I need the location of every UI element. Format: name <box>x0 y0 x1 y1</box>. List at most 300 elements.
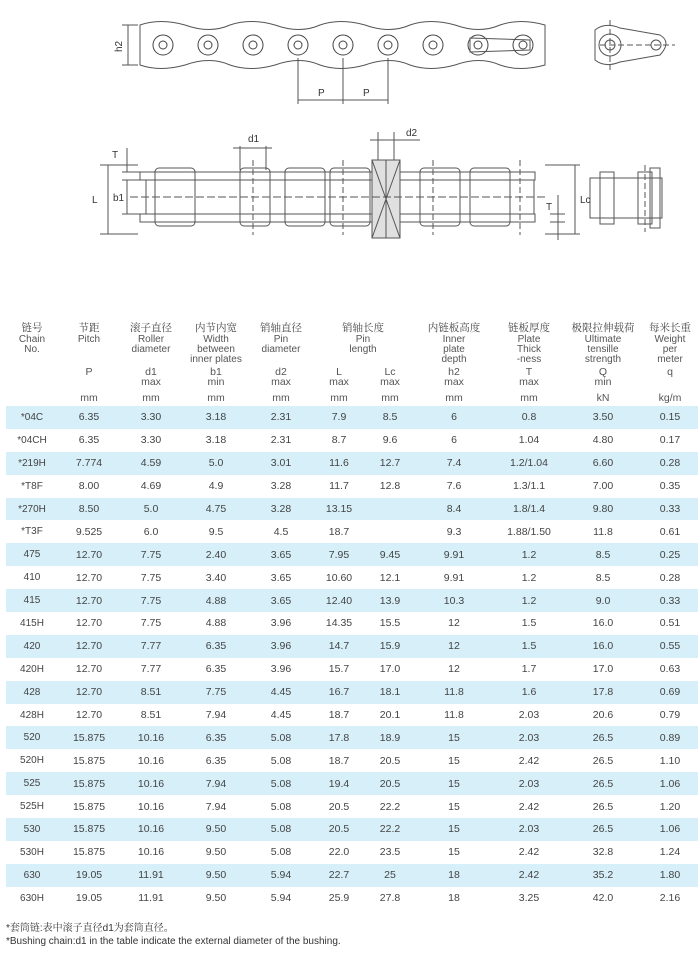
table-cell: 7.9 <box>312 406 366 429</box>
table-cell: 410 <box>6 566 58 589</box>
table-cell: 11.8 <box>564 520 642 543</box>
table-cell: 630H <box>6 887 58 910</box>
table-cell: 0.79 <box>642 704 698 727</box>
table-cell: 26.5 <box>564 726 642 749</box>
table-row <box>6 566 698 589</box>
dim-pitch-2: P <box>363 88 370 99</box>
table-cell: 18 <box>414 864 494 887</box>
chain-top-view <box>100 132 580 240</box>
table-cell: 530H <box>6 841 58 864</box>
header-col-6 <box>414 318 494 367</box>
table-cell: 19.05 <box>58 864 120 887</box>
header-en: Pin length <box>349 334 377 355</box>
table-cell: 10.16 <box>120 795 182 818</box>
table-cell: 8.7 <box>312 429 366 452</box>
table-cell: 630 <box>6 864 58 887</box>
table-cell: *T8F <box>6 475 58 498</box>
table-cell: 1.2 <box>494 543 564 566</box>
table-row <box>6 658 698 681</box>
header-zh: 节距 <box>78 322 100 334</box>
dim-b1: b1 <box>113 193 125 204</box>
table-cell: 12.1 <box>366 566 414 589</box>
table-cell: 2.42 <box>494 864 564 887</box>
header-en: Roller diameter <box>131 334 171 355</box>
table-cell: 12 <box>414 635 494 658</box>
table-cell: 1.2 <box>494 589 564 612</box>
table-cell: 26.5 <box>564 772 642 795</box>
table-cell: 2.03 <box>494 726 564 749</box>
header-col-9 <box>642 318 698 367</box>
table-cell: 9.5 <box>182 520 250 543</box>
header-zh: 极限拉伸载荷 <box>571 322 635 334</box>
table-cell: 6.35 <box>182 635 250 658</box>
table-cell: 5.94 <box>250 887 312 910</box>
table-cell: 15.875 <box>58 841 120 864</box>
header-en: Pitch <box>77 334 101 345</box>
table-cell: 15.7 <box>312 658 366 681</box>
table-cell: 8.51 <box>120 704 182 727</box>
header-unit-1: mm <box>80 392 98 404</box>
dim-d1: d1 <box>248 134 260 145</box>
table-cell: 20.1 <box>366 704 414 727</box>
header-zh: 链板厚度 <box>508 322 550 334</box>
table-cell: 3.65 <box>250 589 312 612</box>
table-cell: 16.7 <box>312 681 366 704</box>
header-sym-pin-1: Lc max <box>380 366 400 388</box>
table-cell: 3.18 <box>182 406 250 429</box>
table-row <box>6 520 698 543</box>
header-col-5 <box>312 318 414 367</box>
table-cell: 42.0 <box>564 887 642 910</box>
table-cell: 15.875 <box>58 818 120 841</box>
table-row <box>6 429 698 452</box>
header-zh: 销轴长度 <box>342 322 384 334</box>
header-zh: 内链板高度 <box>427 322 481 334</box>
header-unit-8: kN <box>596 392 610 404</box>
header-unit-pin-1: mm <box>381 392 399 404</box>
table-cell: 7.75 <box>182 681 250 704</box>
header-col-7 <box>494 318 564 367</box>
table-cell: 26.5 <box>564 818 642 841</box>
table-cell: 7.94 <box>182 772 250 795</box>
table-cell: 7.77 <box>120 635 182 658</box>
table-cell: 14.7 <box>312 635 366 658</box>
table-cell: 4.45 <box>250 681 312 704</box>
table-cell: 10.16 <box>120 841 182 864</box>
table-cell: 7.75 <box>120 543 182 566</box>
table-cell: 1.24 <box>642 841 698 864</box>
chain-drawings <box>0 0 700 300</box>
table-cell: 15 <box>414 749 494 772</box>
table-cell: 12.7 <box>366 452 414 475</box>
table-cell: 14.35 <box>312 612 366 635</box>
table-cell: 1.06 <box>642 772 698 795</box>
table-cell: 12.70 <box>58 566 120 589</box>
chain-end-view <box>595 20 675 70</box>
table-cell: 17.0 <box>366 658 414 681</box>
header-en: Width between inner plates <box>190 334 242 365</box>
clip-end-view <box>590 165 662 232</box>
table-row <box>6 841 698 864</box>
table-cell: 7.75 <box>120 589 182 612</box>
table-cell: 12.40 <box>312 589 366 612</box>
table-cell: 15.875 <box>58 772 120 795</box>
table-cell: 9.91 <box>414 566 494 589</box>
table-cell: 4.5 <box>250 520 312 543</box>
table-cell: 0.51 <box>642 612 698 635</box>
table-cell: 19.4 <box>312 772 366 795</box>
table-cell: 475 <box>6 543 58 566</box>
table-cell: 18.7 <box>312 749 366 772</box>
table-cell: 6 <box>414 429 494 452</box>
header-unit-3: mm <box>207 392 225 404</box>
table-cell: 0.63 <box>642 658 698 681</box>
header-en: Ultimate tensille strength <box>584 334 622 365</box>
table-row <box>6 864 698 887</box>
table-cell: 0.69 <box>642 681 698 704</box>
table-cell: 6.35 <box>182 726 250 749</box>
table-cell: 4.80 <box>564 429 642 452</box>
table-cell: 35.2 <box>564 864 642 887</box>
table-cell: 26.5 <box>564 749 642 772</box>
table-cell: 420H <box>6 658 58 681</box>
header-sym-9: q <box>667 366 673 378</box>
table-cell: 16.0 <box>564 635 642 658</box>
dim-lc: Lc <box>580 195 591 206</box>
table-cell: 15.875 <box>58 795 120 818</box>
table-cell: 2.42 <box>494 841 564 864</box>
header-sym-3: b1 min <box>207 366 225 388</box>
header-en: Plate Thick -ness <box>516 334 542 365</box>
table-cell: *219H <box>6 452 58 475</box>
header-sym-1: P <box>85 366 93 378</box>
table-cell: 2.03 <box>494 772 564 795</box>
header-unit-0 <box>6 390 58 406</box>
table-cell: 9.525 <box>58 520 120 543</box>
table-cell: 8.51 <box>120 681 182 704</box>
header-en: Weight per meter <box>654 334 686 365</box>
table-cell: 11.8 <box>414 704 494 727</box>
table-cell: 7.94 <box>182 795 250 818</box>
table-cell: 20.5 <box>312 795 366 818</box>
table-cell: 12.70 <box>58 543 120 566</box>
table-cell: 7.4 <box>414 452 494 475</box>
table-row <box>6 749 698 772</box>
table-cell: 1.8/1.4 <box>494 498 564 521</box>
table-cell: 2.42 <box>494 749 564 772</box>
table-cell: 23.5 <box>366 841 414 864</box>
table-cell: 5.94 <box>250 864 312 887</box>
table-cell: 9.80 <box>564 498 642 521</box>
table-cell: 525 <box>6 772 58 795</box>
header-zh: 销轴直径 <box>260 322 302 334</box>
table-cell: 19.05 <box>58 887 120 910</box>
table-cell: 16.0 <box>564 612 642 635</box>
dim-l: L <box>92 195 98 206</box>
table-cell: 32.8 <box>564 841 642 864</box>
table-cell: 0.89 <box>642 726 698 749</box>
table-cell: 17.8 <box>312 726 366 749</box>
table-cell: 0.25 <box>642 543 698 566</box>
table-cell: 10.16 <box>120 749 182 772</box>
table-cell: 12.70 <box>58 589 120 612</box>
table-row <box>6 406 698 429</box>
header-sym-4: d2 max <box>271 366 291 388</box>
table-cell: 15 <box>414 726 494 749</box>
header-col-0 <box>6 318 58 367</box>
table-row <box>6 543 698 566</box>
table-row <box>6 589 698 612</box>
header-col-8 <box>564 318 642 367</box>
header-sym-0 <box>6 367 58 390</box>
table-row <box>6 475 698 498</box>
table-cell: 10.3 <box>414 589 494 612</box>
table-cell: 2.03 <box>494 704 564 727</box>
table-row <box>6 772 698 795</box>
table-row <box>6 726 698 749</box>
table-cell: 9.45 <box>366 543 414 566</box>
table-row <box>6 795 698 818</box>
table-cell: 4.45 <box>250 704 312 727</box>
table-cell <box>366 520 414 543</box>
table-cell: 13.9 <box>366 589 414 612</box>
table-cell: 0.28 <box>642 452 698 475</box>
table-cell: 0.61 <box>642 520 698 543</box>
table-row <box>6 635 698 658</box>
table-cell: 3.65 <box>250 543 312 566</box>
table-cell: 18.7 <box>312 520 366 543</box>
table-cell: 3.96 <box>250 658 312 681</box>
header-col-4 <box>250 318 312 367</box>
header-sym-7: T max <box>519 366 539 388</box>
table-cell: 9.50 <box>182 864 250 887</box>
table-cell: 1.5 <box>494 612 564 635</box>
table-cell: 18.9 <box>366 726 414 749</box>
chain-side-view <box>122 22 545 105</box>
chain-spec-table <box>6 318 698 910</box>
table-cell: 3.01 <box>250 452 312 475</box>
table-cell: 7.75 <box>120 566 182 589</box>
table-cell: 22.2 <box>366 818 414 841</box>
table-row <box>6 681 698 704</box>
table-cell: 9.50 <box>182 887 250 910</box>
table-cell: 25.9 <box>312 887 366 910</box>
table-cell: *270H <box>6 498 58 521</box>
table-cell: 0.33 <box>642 498 698 521</box>
header-sym-8: Q min <box>594 366 612 388</box>
footnotes <box>6 922 341 948</box>
table-cell: 20.5 <box>312 818 366 841</box>
table-cell: 7.75 <box>120 612 182 635</box>
header-zh: 链号 <box>21 322 43 334</box>
table-cell: 415H <box>6 612 58 635</box>
table-cell: 12.8 <box>366 475 414 498</box>
table-row <box>6 612 698 635</box>
table-cell: *04CH <box>6 429 58 452</box>
table-row <box>6 452 698 475</box>
table-cell: 12.70 <box>58 635 120 658</box>
table-cell: 25 <box>366 864 414 887</box>
table-cell: 22.2 <box>366 795 414 818</box>
table-cell: 11.91 <box>120 887 182 910</box>
table-cell: 415 <box>6 589 58 612</box>
table-cell: 9.50 <box>182 841 250 864</box>
header-en: Pin diameter <box>261 334 301 355</box>
table-cell: 520H <box>6 749 58 772</box>
table-cell: 1.80 <box>642 864 698 887</box>
table-cell: 12 <box>414 658 494 681</box>
table-cell: 9.6 <box>366 429 414 452</box>
table-cell: 3.25 <box>494 887 564 910</box>
table-cell: 7.95 <box>312 543 366 566</box>
table-cell: 8.5 <box>366 406 414 429</box>
header-unit-pin-0: mm <box>330 392 348 404</box>
table-cell: 8.00 <box>58 475 120 498</box>
table-body <box>6 406 698 910</box>
header-col-1 <box>58 318 120 367</box>
table-cell: 9.91 <box>414 543 494 566</box>
header-sym-pin-0: L max <box>329 366 349 388</box>
dim-pitch-1: P <box>318 88 325 99</box>
table-cell: 1.04 <box>494 429 564 452</box>
table-cell: 428 <box>6 681 58 704</box>
table-cell: 15 <box>414 772 494 795</box>
header-sym-6: h2 max <box>444 366 464 388</box>
table-cell: 20.5 <box>366 772 414 795</box>
table-cell: 2.31 <box>250 406 312 429</box>
table-cell: 6.60 <box>564 452 642 475</box>
table-cell: 1.20 <box>642 795 698 818</box>
table-cell: 8.50 <box>58 498 120 521</box>
table-cell: 11.7 <box>312 475 366 498</box>
footnote-zh: *套筒链:表中滚子直径d1为套筒直径。 <box>6 923 174 934</box>
header-col-2 <box>120 318 182 367</box>
table-cell: 6.35 <box>58 429 120 452</box>
table-row <box>6 704 698 727</box>
table-cell: 15 <box>414 818 494 841</box>
header-unit-4: mm <box>272 392 290 404</box>
table-cell: 3.28 <box>250 475 312 498</box>
footnote-en: *Bushing chain:d1 in the table indicate the external diameter of the bushing. <box>6 936 341 947</box>
table-cell: 2.42 <box>494 795 564 818</box>
table-cell: 5.08 <box>250 818 312 841</box>
table-cell: 17.0 <box>564 658 642 681</box>
table-cell: *04C <box>6 406 58 429</box>
table-cell: 26.5 <box>564 795 642 818</box>
table-cell: 0.15 <box>642 406 698 429</box>
table-cell: 10.60 <box>312 566 366 589</box>
table-cell: 5.0 <box>120 498 182 521</box>
table-cell: 22.0 <box>312 841 366 864</box>
header-sym-2: d1 max <box>141 366 161 388</box>
table-cell: 1.2/1.04 <box>494 452 564 475</box>
table-cell: 4.9 <box>182 475 250 498</box>
table-cell: 10.16 <box>120 726 182 749</box>
table-cell: 27.8 <box>366 887 414 910</box>
table-cell: 530 <box>6 818 58 841</box>
table-cell: 18.1 <box>366 681 414 704</box>
table-cell: 5.08 <box>250 841 312 864</box>
header-zh: 每米长重 <box>649 322 691 334</box>
table-cell: 17.8 <box>564 681 642 704</box>
table-cell: 3.96 <box>250 612 312 635</box>
header-en: Inner plate depth <box>441 334 467 365</box>
dim-t-left: T <box>112 150 119 161</box>
table-cell: 6.35 <box>58 406 120 429</box>
table-cell: 15 <box>414 795 494 818</box>
table-cell: 5.0 <box>182 452 250 475</box>
table-row <box>6 818 698 841</box>
table-row <box>6 887 698 910</box>
table-cell: 20.6 <box>564 704 642 727</box>
table-cell: 4.75 <box>182 498 250 521</box>
table-cell: 5.08 <box>250 772 312 795</box>
table-row <box>6 498 698 521</box>
table-cell: 3.50 <box>564 406 642 429</box>
table-cell: 5.08 <box>250 726 312 749</box>
table-cell: 15.9 <box>366 635 414 658</box>
table-cell: 10.16 <box>120 818 182 841</box>
table-cell: 0.28 <box>642 566 698 589</box>
header-col-3 <box>182 318 250 367</box>
table-cell: 12.70 <box>58 612 120 635</box>
header-zh: 滚子直径 <box>130 322 172 334</box>
table-cell: 18.7 <box>312 704 366 727</box>
table-cell: 3.18 <box>182 429 250 452</box>
table-cell: 3.96 <box>250 635 312 658</box>
header-en: Chain No. <box>18 334 46 355</box>
table-cell: 9.3 <box>414 520 494 543</box>
table-cell: 22.7 <box>312 864 366 887</box>
table-cell: 15.5 <box>366 612 414 635</box>
table-cell: 8.5 <box>564 566 642 589</box>
dim-h2: h2 <box>114 40 125 52</box>
table-cell: 8.4 <box>414 498 494 521</box>
table-cell: 11.91 <box>120 864 182 887</box>
table-cell: 7.94 <box>182 704 250 727</box>
table-cell: 15.875 <box>58 726 120 749</box>
table-header <box>6 318 698 406</box>
table-cell: *T3F <box>6 520 58 543</box>
dim-t-right: T <box>546 202 553 213</box>
table-cell: 20.5 <box>366 749 414 772</box>
table-cell: 428H <box>6 704 58 727</box>
table-cell: 2.03 <box>494 818 564 841</box>
table-cell: 12.70 <box>58 658 120 681</box>
table-cell: 3.40 <box>182 566 250 589</box>
table-cell: 15 <box>414 841 494 864</box>
table-cell: 0.17 <box>642 429 698 452</box>
table-cell: 4.69 <box>120 475 182 498</box>
header-unit-7: mm <box>520 392 538 404</box>
table-cell: 3.30 <box>120 429 182 452</box>
table-cell: 7.00 <box>564 475 642 498</box>
table-cell: 1.5 <box>494 635 564 658</box>
table-cell: 6.35 <box>182 658 250 681</box>
table-cell: 9.0 <box>564 589 642 612</box>
table-cell: 18 <box>414 887 494 910</box>
table-cell: 12.70 <box>58 681 120 704</box>
header-zh: 内节内宽 <box>195 322 237 334</box>
table-cell: 5.08 <box>250 795 312 818</box>
table-cell: 1.2 <box>494 566 564 589</box>
table-cell: 1.06 <box>642 818 698 841</box>
table-cell: 7.77 <box>120 658 182 681</box>
table-cell: 6.35 <box>182 749 250 772</box>
chain-diagram-svg <box>0 0 700 300</box>
header-unit-9: kg/m <box>658 392 682 404</box>
table-cell: 7.774 <box>58 452 120 475</box>
